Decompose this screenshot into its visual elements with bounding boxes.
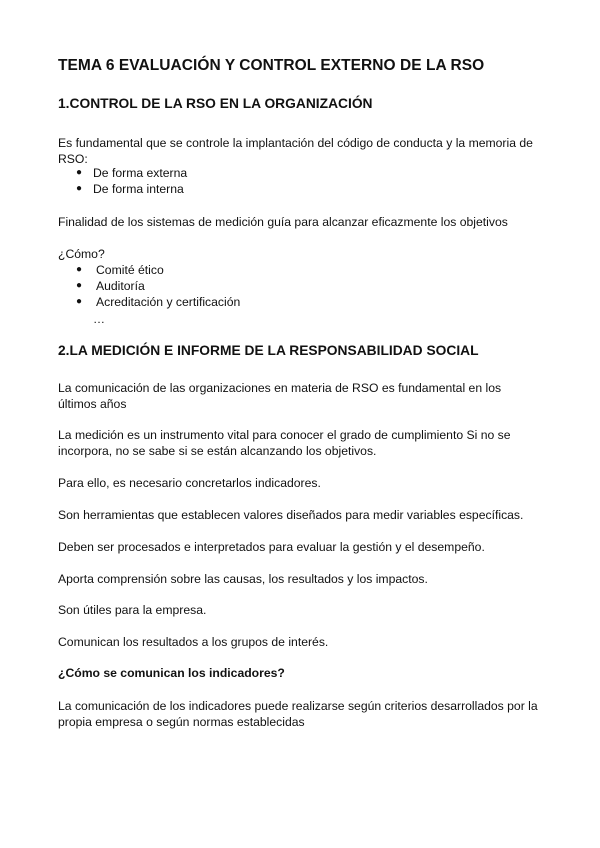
list-item-text: Auditoría xyxy=(96,279,145,293)
list-item xyxy=(76,278,566,294)
bullet-icon: ● xyxy=(76,264,83,275)
section2-paragraph: La medición es un instrumento vital para conocer el grado de cumplimiento Si no se incorpora, no se sabe si se están alcanzando los objetivos. xyxy=(58,428,511,458)
list-item-text: Acreditación y certificación xyxy=(96,295,241,309)
list-item xyxy=(76,181,566,197)
section2-paragraph: Son útiles para la empresa. xyxy=(58,603,207,617)
list-item xyxy=(76,165,566,181)
section1-paragraph-1: Es fundamental que se controle la implantación del código de conducta y la memoria de RSO: xyxy=(58,136,533,166)
list-item-text: De forma interna xyxy=(93,182,184,196)
como-label: ¿Cómo? xyxy=(58,247,105,261)
ellipsis: … xyxy=(93,312,106,326)
section2-paragraph: Son herramientas que establecen valores diseñados para medir variables específicas. xyxy=(58,508,524,522)
section2-paragraph: Comunican los resultados a los grupos de interés. xyxy=(58,635,329,649)
final-paragraph: La comunicación de los indicadores puede realizarse según criterios desarrollados por la propia empresa o según normas establecidas xyxy=(58,699,538,729)
section2-heading: 2.LA MEDICIÓN E INFORME DE LA RESPONSABILIDAD SOCIAL xyxy=(58,343,479,358)
bullet-icon: ● xyxy=(76,167,83,178)
section2-paragraph: La comunicación de las organizaciones en materia de RSO es fundamental en los últimos años xyxy=(58,381,502,411)
list-item xyxy=(76,294,566,310)
section1-list-2 xyxy=(76,262,566,310)
section2-paragraph: Aporta comprensión sobre las causas, los resultados y los impactos. xyxy=(58,572,428,586)
list-item xyxy=(76,262,566,278)
document-title: TEMA 6 EVALUACIÓN Y CONTROL EXTERNO DE LA RSO xyxy=(58,57,485,74)
section2-paragraph: Deben ser procesados e interpretados para evaluar la gestión y el desempeño. xyxy=(58,540,485,554)
section1-list-1 xyxy=(76,165,566,197)
bullet-icon: ● xyxy=(76,280,83,291)
bullet-icon: ● xyxy=(76,296,83,307)
section1-paragraph-2: Finalidad de los sistemas de medición guía para alcanzar eficazmente los objetivos xyxy=(58,215,508,229)
indicators-subheading: ¿Cómo se comunican los indicadores? xyxy=(58,666,285,680)
list-item-text: De forma externa xyxy=(93,166,188,180)
section2-paragraph: Para ello, es necesario concretarlos indicadores. xyxy=(58,476,321,490)
list-item-text: Comité ético xyxy=(96,263,164,277)
bullet-icon: ● xyxy=(76,183,83,194)
section1-heading: 1.CONTROL DE LA RSO EN LA ORGANIZACIÓN xyxy=(58,96,373,111)
